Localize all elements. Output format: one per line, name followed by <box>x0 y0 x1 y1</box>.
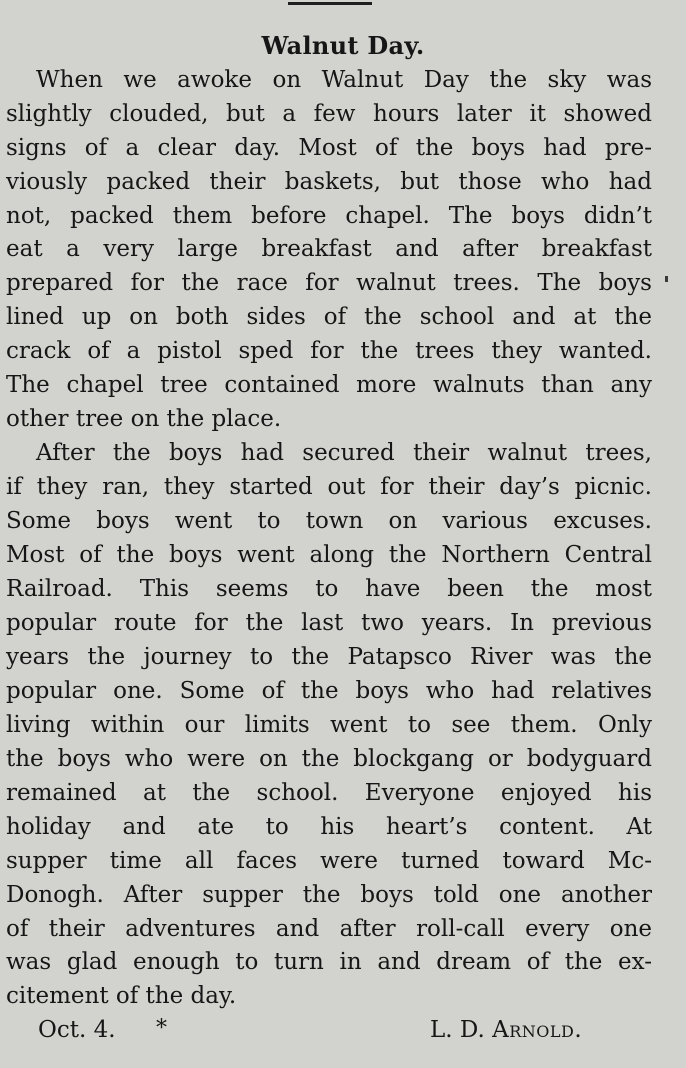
footer-date: Oct. 4. <box>38 1017 116 1043</box>
body-line: The chapel tree contained more walnuts than any <box>6 372 652 398</box>
body-line: not, packed them before chapel. The boys didn’t <box>6 203 652 229</box>
body-line: other tree on the place. <box>6 406 282 432</box>
body-line: holiday and ate to his heart’s content. At <box>6 814 652 840</box>
body-line: if they ran, they started out for their day’s picnic. <box>6 474 652 500</box>
body-line: the boys who were on the blockgang or bodyguard <box>6 746 652 772</box>
body-line: of their adventures and after roll-call every one <box>6 916 652 942</box>
author-signature <box>430 1014 582 1047</box>
body-line: viously packed their baskets, but those who had <box>6 169 652 195</box>
body-line: Donogh. After supper the boys told one another <box>6 882 652 908</box>
body-line: Railroad. This seems to have been the most <box>6 576 652 602</box>
article-title: Walnut Day. <box>261 31 425 60</box>
body-line: citement of the day. <box>6 983 237 1009</box>
body-line: signs of a clear day. Most of the boys had pre- <box>6 135 652 161</box>
footer-asterisk: * <box>156 1016 167 1041</box>
body-line: living within our limits went to see them. Only <box>6 712 652 738</box>
body-line: Most of the boys went along the Northern Central <box>6 542 652 568</box>
body-line: popular route for the last two years. In previous <box>6 610 652 636</box>
body-line: slightly clouded, but a few hours later it showed <box>6 101 652 127</box>
body-line: eat a very large breakfast and after breakfast <box>6 236 652 262</box>
body-line: After the boys had secured their walnut trees, <box>36 440 652 466</box>
body-line: supper time all faces were turned toward Mc- <box>6 848 652 874</box>
body-line: prepared for the race for walnut trees. The boys <box>6 270 652 296</box>
author-initials: L. D. <box>430 1017 485 1043</box>
body-line: popular one. Some of the boys who had relatives <box>6 678 652 704</box>
print-speck <box>665 276 668 282</box>
body-line: years the journey to the Patapsco River was the <box>6 644 652 670</box>
author-surname: Arnold. <box>492 1017 583 1043</box>
top-divider-rule <box>288 2 372 5</box>
body-line: crack of a pistol sped for the trees they wanted. <box>6 338 652 364</box>
body-line: was glad enough to turn in and dream of the ex- <box>6 949 652 975</box>
body-line: remained at the school. Everyone enjoyed his <box>6 780 652 806</box>
body-line: When we awoke on Walnut Day the sky was <box>36 67 652 93</box>
body-line: Some boys went to town on various excuses. <box>6 508 652 534</box>
body-line: lined up on both sides of the school and at the <box>6 304 652 330</box>
